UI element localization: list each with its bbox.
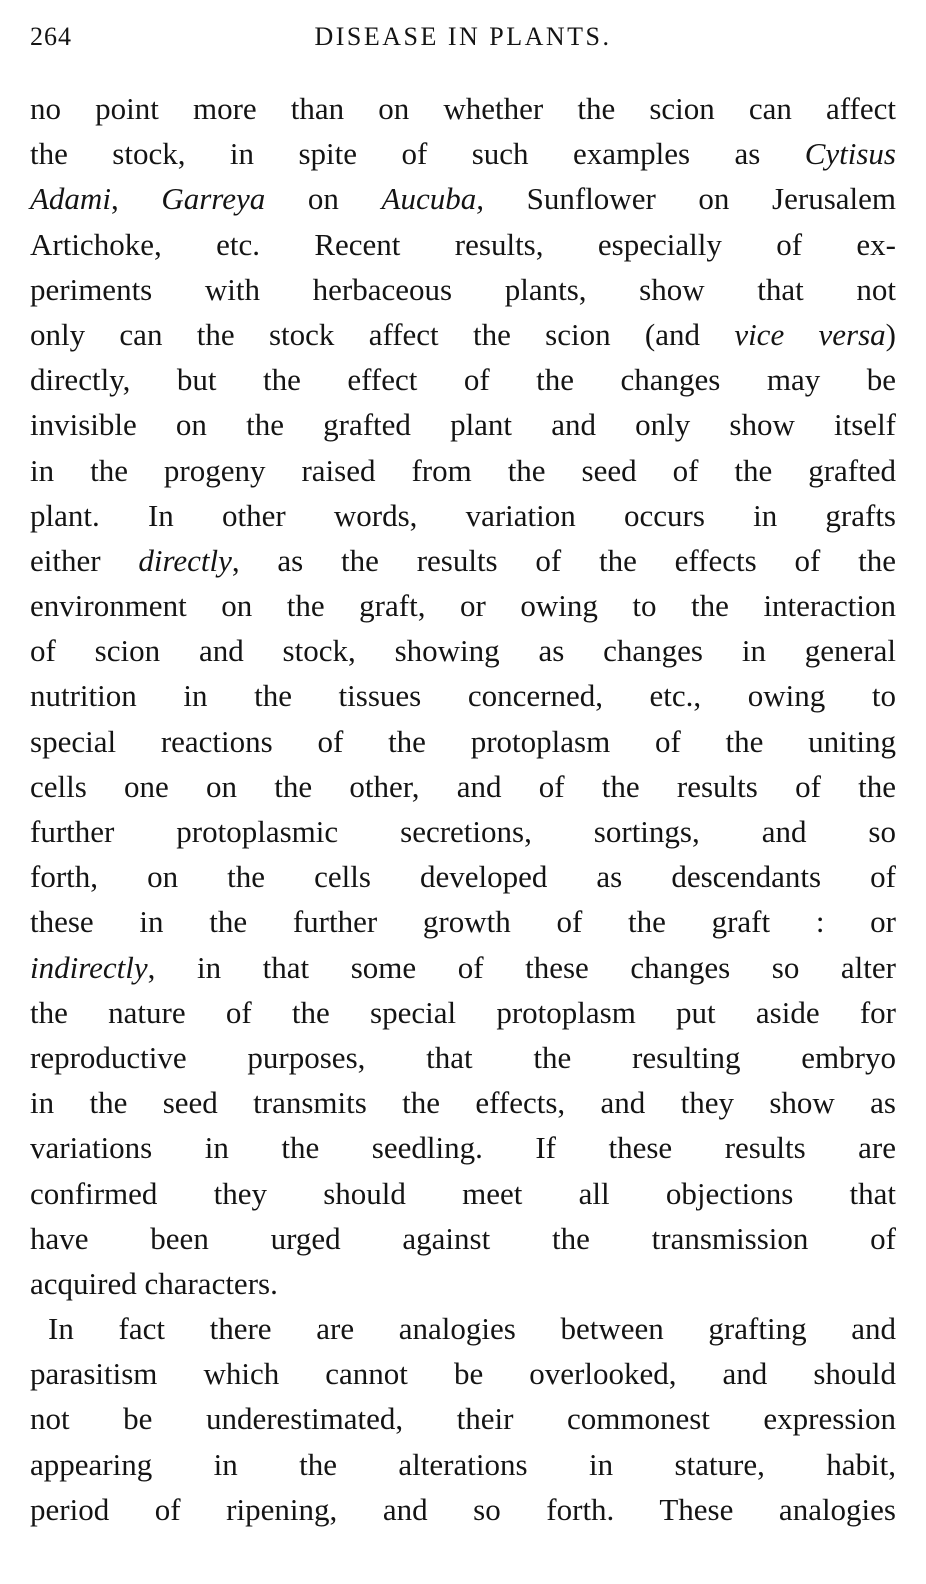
body-text bbox=[30, 86, 896, 1532]
text-segment: Artichoke, etc. Recent results, especially of ex- bbox=[30, 226, 896, 262]
text-line bbox=[30, 1261, 896, 1306]
text-segment: further protoplasmic secretions, sortings, and so bbox=[30, 814, 896, 849]
text-line bbox=[30, 131, 896, 176]
text-line bbox=[30, 86, 896, 131]
text-line bbox=[30, 1216, 896, 1261]
text-line bbox=[30, 945, 896, 990]
text-line bbox=[30, 176, 896, 221]
text-line bbox=[30, 809, 896, 854]
text-segment: confirmed they should meet all objections that bbox=[30, 1175, 896, 1211]
text-line bbox=[30, 628, 896, 673]
text-line bbox=[30, 402, 896, 447]
text-segment: these in the further growth of the graft : or bbox=[30, 904, 896, 940]
text-line bbox=[30, 583, 896, 628]
text-segment: reproductive purposes, that the resulting embryo bbox=[30, 1039, 896, 1075]
text-line bbox=[30, 312, 896, 357]
text-line bbox=[30, 222, 896, 267]
text-segment: no point more than on whether the scion can affect bbox=[30, 91, 896, 126]
text-segment: period of ripening, and so forth. These analogies bbox=[30, 1491, 896, 1527]
text-line bbox=[30, 854, 896, 899]
text-segment: in the seed transmits the effects, and they show as bbox=[30, 1085, 896, 1121]
text-segment: , in that some of these changes so alter bbox=[147, 949, 896, 985]
text-line bbox=[30, 1396, 896, 1441]
text-segment: have been urged against the transmission of bbox=[30, 1220, 896, 1256]
text-line bbox=[30, 1351, 896, 1396]
text-segment: appearing in the alterations in stature, habit, bbox=[30, 1446, 896, 1482]
text-segment: , as the results of the effects of the bbox=[231, 542, 896, 578]
italic-text: indirectly bbox=[30, 949, 148, 985]
text-line bbox=[30, 1306, 896, 1351]
text-segment: invisible on the grafted plant and only show itself bbox=[30, 407, 896, 443]
text-line bbox=[30, 1080, 896, 1125]
text-segment: In fact there are analogies between grafting and bbox=[48, 1311, 896, 1347]
text-line bbox=[30, 267, 896, 312]
text-segment: cells one on the other, and of the results of the bbox=[30, 768, 896, 804]
italic-text: directly bbox=[138, 542, 232, 578]
text-segment: directly, but the effect of the changes may be bbox=[30, 362, 896, 398]
text-line bbox=[30, 899, 896, 944]
text-segment: nutrition in the tissues concerned, etc., owing to bbox=[30, 678, 896, 714]
text-segment: periments with herbaceous plants, show that not bbox=[30, 271, 896, 307]
text-segment: , bbox=[110, 181, 162, 217]
page-number: 264 bbox=[30, 22, 72, 51]
text-line bbox=[30, 673, 896, 718]
text-segment: the stock, in spite of such examples as bbox=[30, 136, 805, 172]
text-segment: parasitism which cannot be overlooked, and should bbox=[30, 1356, 896, 1392]
text-line bbox=[30, 448, 896, 493]
italic-text: Garreya bbox=[161, 181, 266, 217]
text-segment: Sunflower on Jerusalem bbox=[483, 181, 897, 217]
italic-text: Aucuba, bbox=[381, 181, 484, 217]
text-segment: plant. In other words, variation occurs in grafts bbox=[30, 497, 896, 533]
text-line bbox=[30, 538, 896, 583]
text-line bbox=[30, 493, 896, 538]
text-line bbox=[30, 1125, 896, 1170]
text-line bbox=[30, 1171, 896, 1216]
text-segment: forth, on the cells developed as descendants of bbox=[30, 859, 896, 895]
text-segment: ) bbox=[885, 316, 896, 352]
italic-text: Adami bbox=[30, 181, 111, 217]
text-segment: either bbox=[30, 542, 139, 578]
text-line bbox=[30, 1442, 896, 1487]
text-line bbox=[30, 990, 896, 1035]
text-line bbox=[30, 357, 896, 402]
text-segment: in the progeny raised from the seed of the grafted bbox=[30, 452, 896, 488]
text-segment: on bbox=[265, 181, 382, 217]
text-segment: environment on the graft, or owing to the interaction bbox=[30, 588, 896, 624]
text-line bbox=[30, 1035, 896, 1080]
text-line bbox=[30, 719, 896, 764]
text-line bbox=[30, 1487, 896, 1532]
text-segment: only can the stock affect the scion (and bbox=[30, 316, 735, 352]
text-line bbox=[30, 764, 896, 809]
text-segment: of scion and stock, showing as changes in general bbox=[30, 633, 896, 669]
text-segment: the nature of the special protoplasm put aside for bbox=[30, 994, 896, 1030]
italic-text: Cytisus bbox=[804, 136, 896, 172]
text-segment: variations in the seedling. If these results are bbox=[30, 1130, 896, 1166]
text-segment: special reactions of the protoplasm of the uniting bbox=[30, 723, 896, 759]
running-head: DISEASE IN PLANTS. bbox=[314, 22, 612, 51]
italic-text: vice versa bbox=[734, 316, 886, 352]
text-segment: not be underestimated, their commonest expression bbox=[30, 1401, 896, 1437]
text-segment: acquired characters. bbox=[30, 1265, 278, 1301]
page-header bbox=[30, 18, 896, 58]
